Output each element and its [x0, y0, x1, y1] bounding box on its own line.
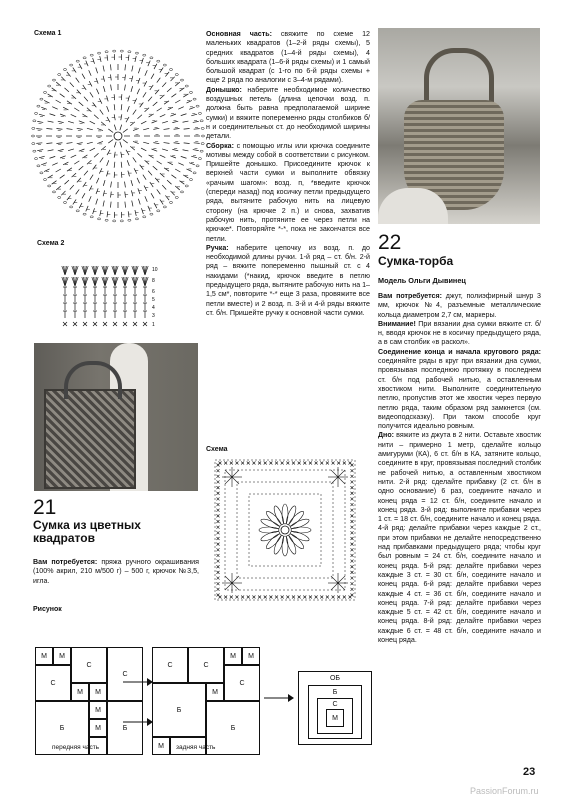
project21-number: 21 — [33, 496, 57, 519]
square-m: М — [206, 683, 224, 701]
square-b: Б — [308, 685, 362, 739]
square-scheme-label: Схема — [206, 446, 228, 453]
bottom-label: Донышко: — [206, 85, 242, 94]
base-label: Дно: — [378, 431, 395, 440]
square-s: С — [71, 647, 107, 683]
assembly-text: с помощью иглы или крючка соедините мотивы между собой в соответствии с рисунком. Пришейте донышко. Присоедините крючок к верхней части сумки и выполните обвязку «рачьим шагом»: возд. п, *введите крючок (спереди назад) под косичку петли предыдущего ряда, вытяните рабочую нить на лицевую сторону (на крючке 2 п.) и снова, захватив рабочую нить, протяните ее через петли на крючке*. Повторяйте *-*, пока не закончатся все петли. — [206, 141, 370, 243]
scheme2-row-number: 6 — [152, 289, 155, 295]
base-text: вяжите из джута в 2 нити. Оставьте хвостик нити – примерно 1 метр, сделайте кольцо амигуруми (КА), 6 ст. б/н в КА, затяните кольцо, соедините в круг, провязывая последний столбик не рабочей нитью, а оставленным хвостиком нити. 2-й ряд: сделайте прибавку (2 ст. б/н в одно основание) 6 раз, соедините начало и конец ряда = 12 ст. б/н, соедините начало и конец ряда. 3-й ряд: выполните прибавки через 1 ст. = 18 ст. б/н, соедините начало и конец ряда. 4-й ряд: делайте прибавки через каждые 2 ст., при этом прибавки не делайте непосредственно над прибавками предыдущего ряда; чтобы круг был ровным = 24 ст. б/н, соедините начало и конец ряда. 5-й ряд: делайте прибавки через каждые 3 ст. = 30 ст. б/н, соедините начало и конец ряда. 6-й ряд: делайте прибавки через каждые 4 ст. = 36 ст. б/н, соедините начало и конец ряда. 7-й ряд: делайте прибавки через каждые 5 ст. = 42 ст. б/н, соедините начало и конец ряда. 8-й ряд: делайте прибавки через каждые 6 ст. = 48 ст. б/н, соедините начало и конец ряда. — [378, 431, 541, 644]
back-part-diagram — [152, 647, 262, 755]
square-m: М — [224, 647, 242, 665]
scheme2-stitch-chart — [55, 257, 165, 332]
scheme2-row-number: 10 — [152, 267, 158, 273]
square-m: М — [71, 683, 89, 701]
p22-materials-text: джут, полиэфирный шнур 3 мм, крючок №4, разъемные металлические кольца диаметром 2,7 см, маркеры. — [378, 292, 541, 319]
scheme1-label: Схема 1 — [34, 30, 62, 37]
square-s: С — [35, 665, 71, 701]
scheme2-row-number: 5 — [152, 297, 155, 303]
square-b: Б — [152, 683, 206, 737]
project22-instructions — [378, 292, 541, 645]
project21-materials — [33, 558, 199, 586]
page-number: 23 — [523, 766, 536, 778]
project22-title: Сумка-торба — [378, 254, 454, 268]
handle-label: Ручка: — [206, 243, 229, 252]
join-round-label: Соединение конца и начала кругового ряда: — [378, 347, 541, 356]
bottom-text: наберите необходимое количество воздушных петель (длина цепочки возд. п. должна быть равна предполагаемой ширине сумки) и вяжите попеременно ряды столбиков б/н и соединительных ст. до необходимой ширины детали. — [206, 85, 370, 141]
project22-number: 22 — [378, 231, 402, 254]
scheme2-row-number: 8 — [152, 278, 155, 284]
square-m: М — [89, 683, 107, 701]
join-round-text: соединяйте ряды в круг при вязании дна сумки, провязывая последнюю протяжку в последнем ст. б/н под рабочей нитью, а оставленным хвостиком нити. Выполните соединительную петлю, пропустив этот же хвостик через первую петлю ряда, таким образом ряд замкнется (см. видеоподсказку). При таком способе круг получится идеально ровным. — [378, 357, 541, 431]
main-part-label: Основная часть: — [206, 30, 272, 38]
materials-text: пряжа ручного окрашивания (100% акрил, 210 м/500 г) – 500 г, крючок №3,5, игла. — [33, 558, 199, 585]
attention-label: Внимание! — [378, 319, 416, 328]
square-m: М — [326, 709, 344, 727]
square-ob: ОБ — [298, 671, 372, 745]
square-m: М — [89, 701, 107, 719]
project21-title: Сумка из цветных квадратов — [33, 518, 141, 545]
watermark: PassionForum.ru — [470, 786, 539, 796]
assembly-instructions — [206, 30, 370, 318]
square-b: Б — [35, 701, 89, 755]
square-s: С — [317, 698, 353, 734]
scheme2-label: Схема 2 — [37, 240, 65, 247]
scheme2-row-number: 1 — [152, 322, 155, 328]
assembly-label: Сборка: — [206, 141, 234, 150]
square-motif-chart — [210, 455, 360, 605]
attention-text: При вязании дна сумки вяжите ст. б/н, вводя крючок не в косичку предыдущего ряда, а в сам столбик «в раскол». — [378, 319, 541, 347]
nested-squares-diagram — [298, 671, 372, 745]
handle-text: наберите цепочку из возд. п. до необходимой длины ручки. 1-й ряд – ст. б/н. 2-й ряд – вяжите попеременно пышный ст. с 4 накидами (*накид, крючок введите в петлю предыдущего ряда, вытяните рабочую нить на 1–1,5 см*, повторите *-* еще 3 раза, провяжите все петли вместе) и 2 возд. п. 3-й и 4-й ряды вяжите ст. б/н. Пришейте ручку к основной части сумки. — [206, 243, 371, 317]
square-s: С — [107, 647, 143, 701]
front-part-label: передняя часть — [52, 744, 100, 751]
bag-photo-21 — [34, 343, 198, 491]
scheme1-circular-chart — [30, 38, 210, 238]
square-s: С — [224, 665, 260, 701]
bag-photo-22 — [378, 28, 540, 224]
project22-author: Модель Ольги Дывинец — [378, 276, 466, 285]
p22-materials-label: Вам потребуется: — [378, 292, 442, 300]
back-part-label: задняя часть — [176, 744, 216, 751]
figure-label: Рисунок — [33, 606, 62, 613]
scheme2-row-number: 4 — [152, 305, 155, 311]
main-part-text: свяжите по схеме 12 маленьких квадратов (1–2-й ряды схемы), 5 средних квадратов (1–4-й ряды схемы), 4 больших квадрата (1–6-й ряды схемы) и 1 самый большой квадрат (с 1-го по 6-й ряды схемы + еще 2 ряда по аналогии с 3–4-м рядами). — [206, 30, 370, 85]
square-s: С — [152, 647, 188, 683]
square-m: М — [242, 647, 260, 665]
square-m: М — [35, 647, 53, 665]
square-s: С — [188, 647, 224, 683]
square-m: М — [53, 647, 71, 665]
square-m: М — [89, 719, 107, 737]
square-b: Б — [206, 701, 260, 755]
arrow-right-icon — [264, 692, 294, 704]
square-m: М — [152, 737, 170, 755]
square-b: Б — [107, 701, 143, 755]
scheme2-row-number: 3 — [152, 313, 155, 319]
materials-label: Вам потребуется: — [33, 558, 98, 566]
